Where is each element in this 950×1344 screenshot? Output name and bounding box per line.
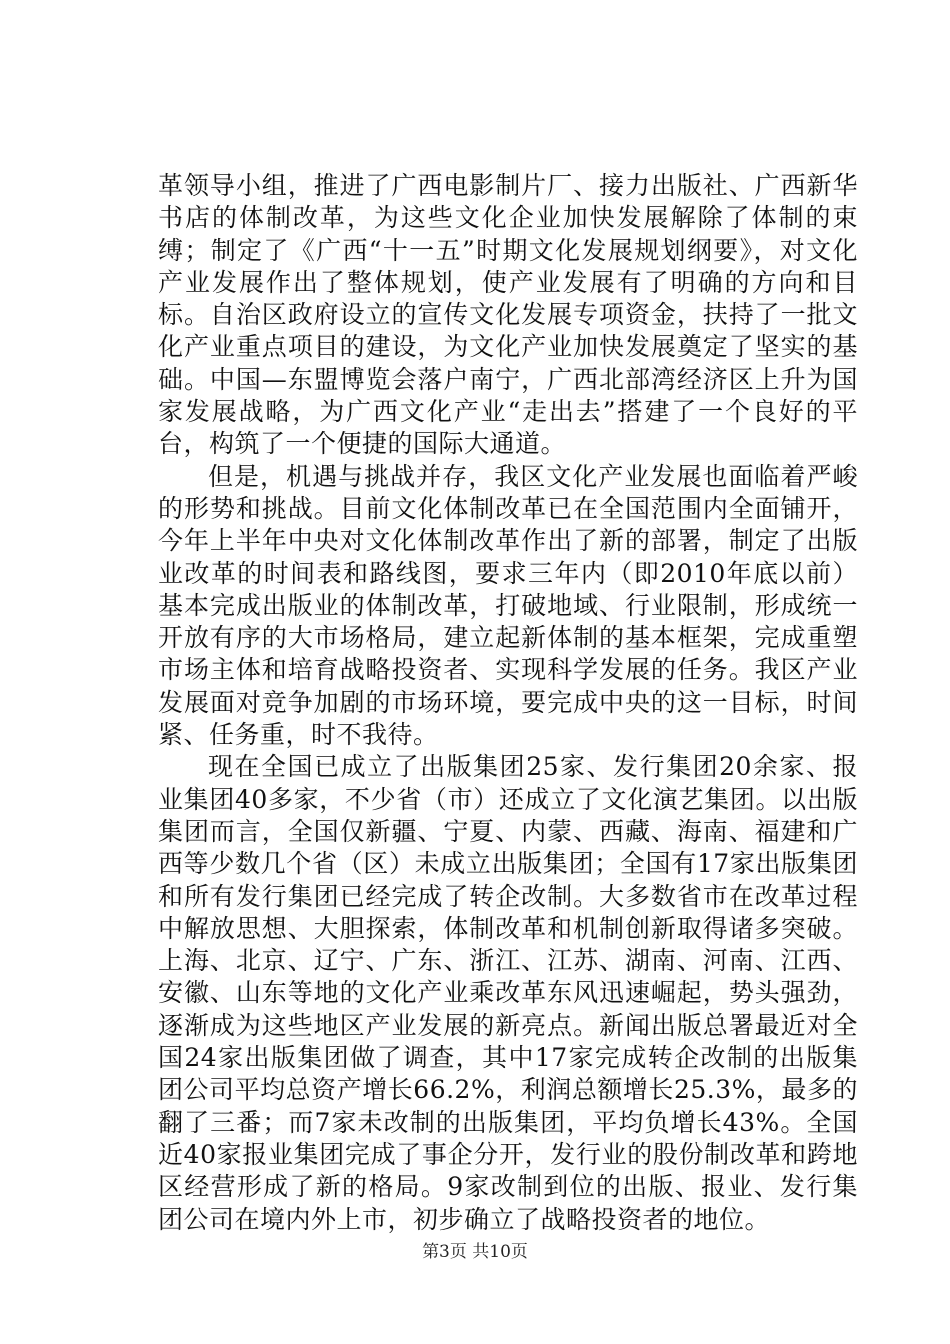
paragraph-1: 革领导小组，推进了广西电影制片厂、接力出版社、广西新华书店的体制改革，为这些文化企业加快发展解除了体制的束缚；制定了《广西“十一五”时期文化发展规划纲要》，对文化产业发展作出了整体规划，使产业发展有了明确的方向和目标。自治区政府设立的宣传文化发展专项资金，扶持了一批文化产业重点项目的建设，为文化产业加快发展奠定了坚实的基础。中国—东盟博览会落户南宁，广西北部湾经济区上升为国家发展战略，为广西文化产业“走出去”搭建了一个良好的平台，构筑了一个便捷的国际大通道。 [158, 171, 858, 459]
document-body [158, 170, 858, 1236]
paragraph-3: 现在全国已成立了出版集团25家、发行集团20余家、报业集团40多家，不少省（市）还成立了文化演艺集团。以出版集团而言，全国仅新疆、宁夏、内蒙、西藏、海南、福建和广西等少数几个省（区）未成立出版集团；全国有17家出版集团和所有发行集团已经完成了转企改制。大多数省市在改革过程中解放思想、大胆探索，体制改革和机制创新取得诸多突破。上海、北京、辽宁、广东、浙江、江苏、湖南、河南、江西、安徽、山东等地的文化产业乘改革东风迅速崛起，势头强劲，逐渐成为这些地区产业发展的新亮点。新闻出版总署最近对全国24家出版集团做了调查，其中17家完成转企改制的出版集团公司平均总资产增长66.2%，利润总额增长25.3%，最多的翻了三番；而7家未改制的出版集团，平均负增长43%。全国近40家报业集团完成了事企分开，发行业的股份制改革和跨地区经营形成了新的格局。9家改制到位的出版、报业、发行集团公司在境内外上市，初步确立了战略投资者的地位。 [158, 752, 858, 1234]
page-number-label: 第3页 共10页 [422, 1242, 528, 1262]
paragraph-2: 但是，机遇与挑战并存，我区文化产业发展也面临着严峻的形势和挑战。目前文化体制改革已在全国范围内全面铺开，今年上半年中央对文化体制改革作出了新的部署，制定了出版业改革的时间表和路线图，要求三年内（即2010年底以前）基本完成出版业的体制改革，打破地域、行业限制，形成统一开放有序的大市场格局，建立起新体制的基本框架，完成重塑市场主体和培育战略投资者、实现科学发展的任务。我区产业发展面对竞争加剧的市场环境，要完成中央的这一目标，时间紧、任务重，时不我待。 [158, 461, 858, 750]
page-footer [0, 1241, 950, 1263]
